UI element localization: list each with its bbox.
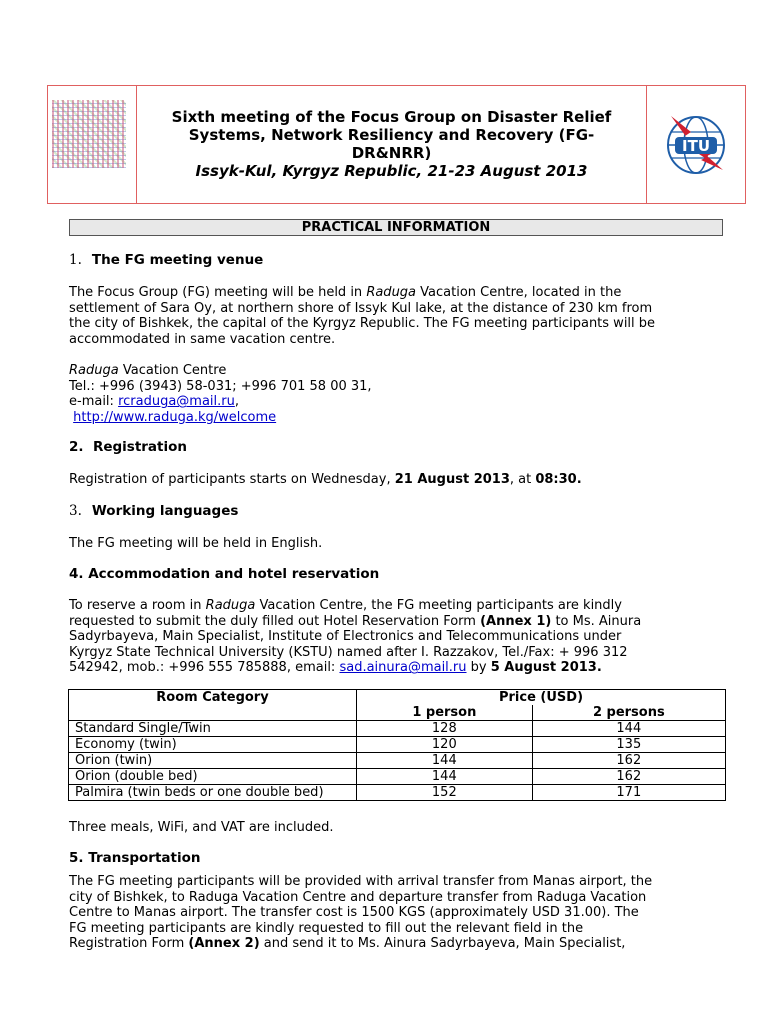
transportation-text-line: city of Bishkek, to Raduga Vacation Centre and departure transfer from Raduga Vacation: [69, 889, 647, 905]
section-2-number: 2.: [69, 439, 84, 455]
transportation-text: and send it to Ms. Ainura Sadyrbayeva, Main Specialist,: [259, 936, 626, 952]
section-2-heading: [69, 439, 187, 455]
price-one-person: 144: [357, 769, 533, 785]
accommodation-text-line: Kyrgyz State Technical University (KSTU) named after I. Razzakov, Tel./Fax: + 996 312: [69, 644, 628, 660]
venue-name-italic: Raduga: [366, 285, 417, 300]
section-3-title: Working languages: [91, 503, 239, 519]
meeting-title: [137, 108, 646, 180]
itu-logo-cell: [646, 86, 745, 203]
venue-paragraph: [69, 285, 723, 347]
venue-text: The Focus Group (FG) meeting will be held in: [69, 285, 367, 300]
price-header: Price (USD): [357, 690, 726, 706]
price-two-persons: 144: [532, 721, 725, 737]
section-4-number: 4.: [69, 566, 84, 582]
qr-code-image: [52, 100, 126, 168]
registration-text: Registration of participants starts on Wednesday,: [69, 472, 395, 487]
transportation-text: Registration Form: [69, 936, 189, 952]
room-name: Economy (twin): [69, 737, 357, 753]
section-3-heading: [69, 503, 238, 519]
room-name: Orion (twin): [69, 753, 357, 769]
meeting-location-date: Issyk-Kul, Kyrgyz Republic, 21-23 August 2013: [195, 162, 588, 180]
room-name: Palmira (twin beds or one double bed): [69, 785, 357, 801]
reservation-deadline: 5 August 2013.: [490, 660, 602, 676]
itu-logo-text: ITU: [682, 137, 710, 155]
accommodation-text: to Ms. Ainura: [551, 613, 642, 629]
section-3-number: 3.: [69, 503, 82, 519]
price-two-persons: 171: [532, 785, 725, 801]
languages-paragraph: The FG meeting will be held in English.: [69, 536, 323, 551]
title-line-1: Sixth meeting of the Focus Group on Disaster Relief: [171, 108, 612, 126]
registration-text: , at: [509, 472, 536, 487]
venue-website-link[interactable]: http://www.raduga.kg/welcome: [73, 409, 277, 425]
transportation-text-line: Centre to Manas airport. The transfer cost is 1500 KGS (approximately USD 31.00). The: [69, 905, 639, 921]
table-header-row: [69, 690, 726, 706]
section-1-heading: [69, 252, 263, 268]
contact-email-link[interactable]: sad.ainura@mail.ru: [339, 660, 467, 676]
accommodation-venue-italic: Raduga: [205, 598, 256, 613]
room-name: Orion (double bed): [69, 769, 357, 785]
annex-1-ref: (Annex 1): [480, 613, 552, 629]
venue-text: Vacation Centre, located in the: [416, 285, 622, 300]
price-two-persons: 162: [532, 769, 725, 785]
accommodation-text: Vacation Centre, the FG meeting participants are kindly: [255, 598, 622, 613]
practical-information-title: PRACTICAL INFORMATION: [69, 219, 723, 236]
table-row: [69, 721, 726, 737]
venue-email-link[interactable]: rcraduga@mail.ru: [118, 394, 235, 410]
price-one-person: 120: [357, 737, 533, 753]
venue-contact-name-italic: Raduga: [69, 363, 119, 378]
table-row: [69, 753, 726, 769]
registration-paragraph: [69, 472, 723, 488]
included-services-note: Three meals, WiFi, and VAT are included.: [69, 820, 334, 835]
transportation-text-line: The FG meeting participants will be provided with arrival transfer from Manas airport, the: [69, 874, 653, 889]
section-4-title: Accommodation and hotel reservation: [88, 566, 380, 582]
registration-time: 08:30.: [535, 472, 582, 487]
price-two-persons: 162: [532, 753, 725, 769]
title-line-3: DR&NRR): [351, 144, 432, 162]
qr-code-cell: [48, 86, 137, 203]
annex-2-ref: (Annex 2): [188, 936, 260, 952]
section-1-number: 1.: [69, 252, 82, 268]
itu-logo-icon: [661, 110, 731, 180]
venue-text-line: the city of Bishkek, the capital of the Kyrgyz Republic. The FG meeting participants will be: [69, 316, 656, 332]
accommodation-text-line: Sadyrbayeva, Main Specialist, Institute of Electronics and Telecommunications under: [69, 629, 622, 645]
room-category-header: Room Category: [69, 690, 357, 721]
table-row: [69, 737, 726, 753]
two-persons-header: 2 persons: [532, 705, 725, 721]
venue-text-line: settlement of Sara Oy, at northern shore of Issyk Kul lake, at the distance of 230 km from: [69, 300, 653, 316]
section-4-heading: [69, 566, 379, 582]
section-5-heading: [69, 850, 201, 866]
accommodation-text: To reserve a room in: [69, 598, 206, 613]
venue-contact: [69, 363, 723, 425]
accommodation-text: requested to submit the duly filled out Hotel Reservation Form: [69, 613, 481, 629]
room-price-table: [68, 689, 726, 801]
price-one-person: 152: [357, 785, 533, 801]
accommodation-text: 542942, mob.: +996 555 785888, email:: [69, 660, 340, 676]
meeting-header: [47, 85, 746, 204]
section-1-title: The FG meeting venue: [91, 252, 264, 268]
section-2-title: Registration: [92, 439, 188, 455]
accommodation-paragraph: [69, 598, 723, 676]
title-line-2: Systems, Network Resiliency and Recovery (FG-: [188, 126, 595, 144]
price-one-person: 144: [357, 753, 533, 769]
venue-phone: Tel.: +996 (3943) 58-031; +996 701 58 00 31,: [69, 378, 372, 394]
accommodation-text: by: [466, 660, 491, 676]
section-5-title: Transportation: [88, 850, 201, 866]
table-row: [69, 769, 726, 785]
email-label: e-mail:: [69, 394, 119, 410]
table-row: [69, 785, 726, 801]
transportation-paragraph: [69, 874, 723, 952]
section-5-number: 5.: [69, 850, 84, 866]
price-two-persons: 135: [532, 737, 725, 753]
price-one-person: 128: [357, 721, 533, 737]
registration-date: 21 August 2013: [394, 472, 510, 487]
room-name: Standard Single/Twin: [69, 721, 357, 737]
venue-text-line: accommodated in same vacation centre.: [69, 331, 336, 347]
transportation-text-line: FG meeting participants are kindly requested to fill out the relevant field in the: [69, 920, 584, 936]
one-person-header: 1 person: [357, 705, 533, 721]
venue-contact-name: Vacation Centre: [118, 363, 227, 378]
email-comma: ,: [234, 394, 239, 410]
